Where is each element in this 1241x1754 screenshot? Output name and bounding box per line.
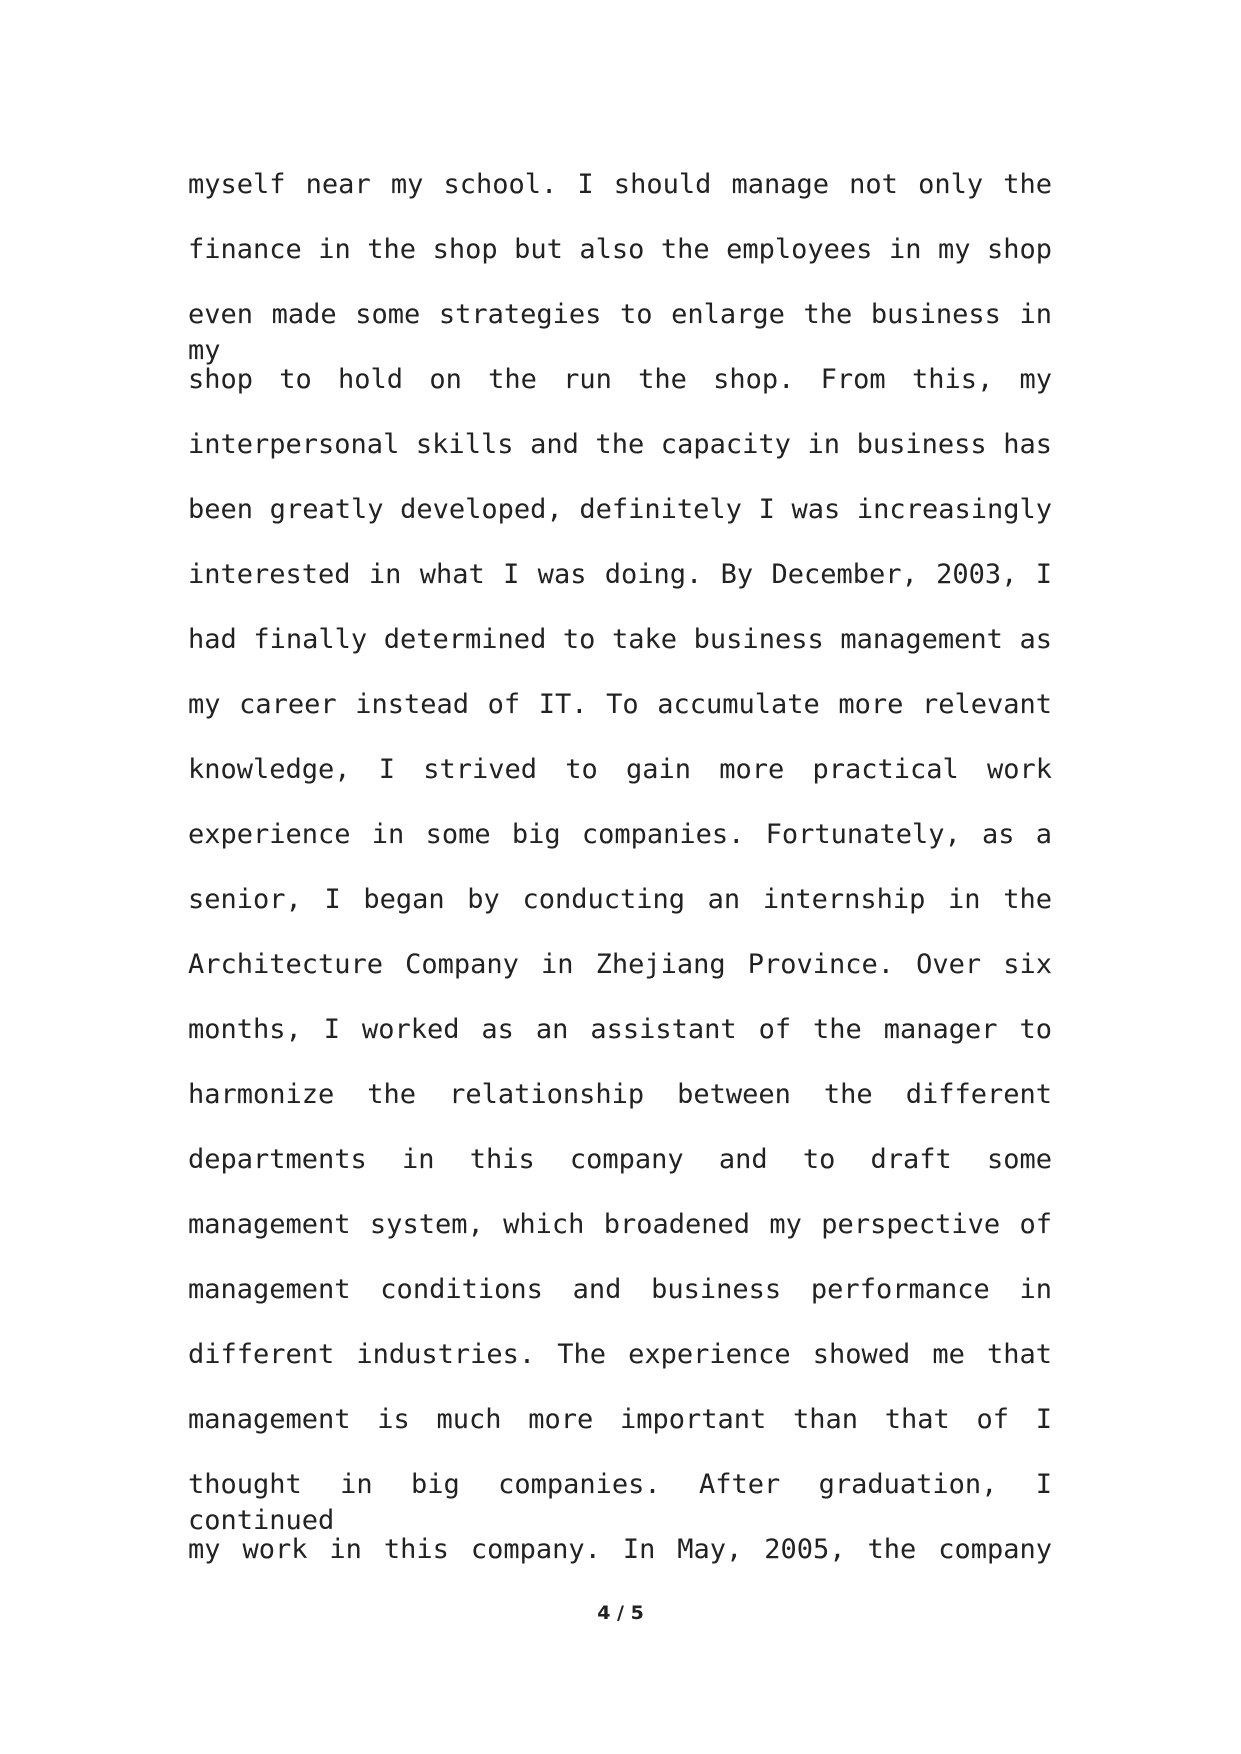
text-line: months, I worked as an assistant of the manager to: [188, 1014, 1052, 1045]
text-line: had finally determined to take business management as: [188, 624, 1052, 655]
text-line: my work in this company. In May, 2005, the company: [188, 1534, 1052, 1565]
text-line: Architecture Company in Zhejiang Province. Over six: [188, 949, 1052, 980]
text-line: interpersonal skills and the capacity in business has: [188, 429, 1052, 460]
text-line: shop to hold on the run the shop. From this, my: [188, 364, 1052, 395]
text-line: been greatly developed, definitely I was increasingly: [188, 494, 1052, 525]
text-line: my career instead of IT. To accumulate more relevant: [188, 689, 1052, 720]
page-number: 4 / 5: [597, 1602, 644, 1624]
text-line: harmonize the relationship between the different: [188, 1079, 1052, 1110]
body-text: [188, 167, 1052, 1597]
text-line: thought in big companies. After graduation, I continued: [188, 1469, 1052, 1536]
text-line: knowledge, I strived to gain more practical work: [188, 754, 1052, 785]
text-line: departments in this company and to draft some: [188, 1144, 1052, 1175]
text-line: senior, I began by conducting an internship in the: [188, 884, 1052, 915]
text-line: management system, which broadened my perspective of: [188, 1209, 1052, 1240]
text-line: management is much more important than that of I: [188, 1404, 1052, 1435]
text-line: even made some strategies to enlarge the business in my: [188, 299, 1052, 366]
text-line: different industries. The experience showed me that: [188, 1339, 1052, 1370]
text-line: interested in what I was doing. By December, 2003, I: [188, 559, 1052, 590]
text-line: myself near my school. I should manage not only the: [188, 169, 1052, 200]
text-line: finance in the shop but also the employees in my shop: [188, 234, 1052, 265]
text-line: experience in some big companies. Fortunately, as a: [188, 819, 1052, 850]
text-line: management conditions and business performance in: [188, 1274, 1052, 1305]
